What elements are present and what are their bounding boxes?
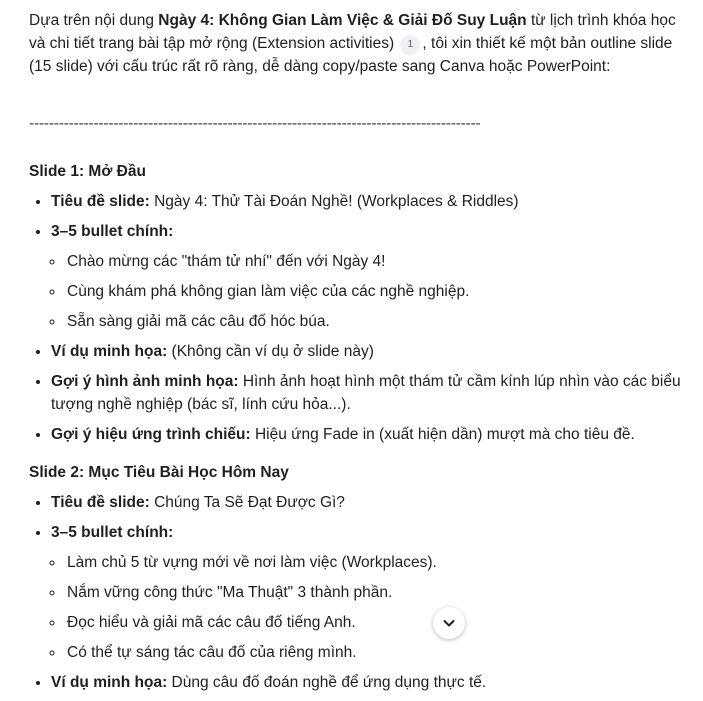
list-item (51, 370, 689, 416)
list-item (51, 671, 689, 694)
sub-list-item: ◦ Nắm vững công thức "Ma Thuật" 3 thành phần. (65, 581, 689, 604)
example-label: Ví dụ minh họa: (51, 674, 168, 691)
divider-line: ------------------------------------------------------------------------------------------- (29, 115, 481, 132)
sub-list-item: ◦ Đọc hiểu và giải mã các câu đố tiếng Anh. (65, 611, 689, 634)
image-label: Gợi ý hình ảnh minh họa: (51, 373, 239, 390)
bullets-label: 3–5 bullet chính: (51, 223, 174, 240)
slide-1-heading: Slide 1: Mở Đầu (29, 163, 146, 180)
effect-label: Gợi ý hiệu ứng trình chiếu: (51, 426, 251, 443)
effect-value: Hiệu ứng Fade in (xuất hiện dần) mượt mà cho tiêu đề. (250, 426, 635, 443)
example-value: Dùng câu đố đoán nghề để ứng dụng thực tế. (167, 674, 487, 691)
list-item (51, 491, 689, 514)
sub-list (51, 250, 689, 333)
intro-prefix: Dựa trên nội dung (29, 12, 159, 29)
sub-list-item: ◦ Chào mừng các "thám tử nhí" đến với Ngày 4! (65, 250, 689, 273)
title-value: Chúng Ta Sẽ Đạt Được Gì? (149, 494, 345, 511)
scroll-down-button[interactable] (433, 607, 465, 639)
list-item (51, 220, 689, 333)
list-item (51, 521, 689, 664)
example-label: Ví dụ minh họa: (51, 343, 168, 360)
image-value: Hình ảnh hoạt hình một thám tử cầm kính lúp nhìn vào các biểu tượng nghề nghiệp (bác sĩ, lính cứu hỏa...). (51, 373, 681, 413)
sub-list-item: ◦ Cùng khám phá không gian làm việc của các nghề nghiệp. (65, 280, 689, 303)
list-item (51, 340, 689, 363)
sub-list-item: ◦ Làm chủ 5 từ vựng mới về nơi làm việc (Workplaces). (65, 551, 689, 574)
citation-chip[interactable]: 1 (400, 35, 420, 55)
intro-paragraph (29, 9, 689, 78)
slide-1-list (29, 190, 689, 446)
list-item (51, 190, 689, 213)
slide-2-heading: Slide 2: Mục Tiêu Bài Học Hôm Nay (29, 464, 289, 481)
slide-2-list (29, 491, 689, 694)
title-value: Ngày 4: Thử Tài Đoán Nghề! (Workplaces & Riddles) (149, 193, 519, 210)
title-label: Tiêu đề slide: (51, 193, 150, 210)
sub-list-item: ◦ Có thể tự sáng tác câu đố của riêng mình. (65, 641, 689, 664)
response-content (29, 9, 689, 701)
title-label: Tiêu đề slide: (51, 494, 150, 511)
example-value: (Không cần ví dụ ở slide này) (167, 343, 374, 360)
intro-middle: từ lịch trình khóa học và chi tiết trang bài tập mở rộng (Extension activities) (29, 12, 676, 52)
list-item (51, 423, 689, 446)
sub-list (51, 551, 689, 664)
intro-suffix: , tôi xin thiết kế một bản outline slide (15 slide) với cấu trúc rất rõ ràng, dễ dàng copy/paste sang Canva hoặc PowerPoint: (29, 35, 673, 75)
bullets-label: 3–5 bullet chính: (51, 524, 174, 541)
chevron-down-icon (441, 615, 457, 631)
sub-list-item: ◦ Sẵn sàng giải mã các câu đố hóc búa. (65, 310, 689, 333)
intro-bold-title: Ngày 4: Không Gian Làm Việc & Giải Đố Suy Luận (158, 12, 527, 29)
